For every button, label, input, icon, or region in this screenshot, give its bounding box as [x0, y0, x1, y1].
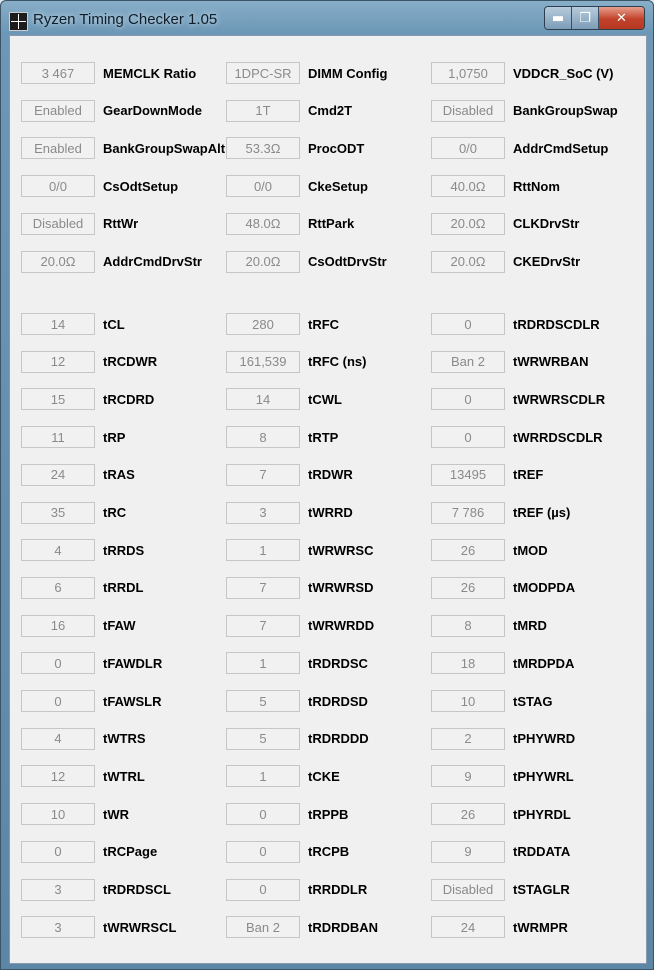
- csodtdrvstr-label: CsOdtDrvStr: [308, 254, 387, 269]
- geardownmode-label: GearDownMode: [103, 103, 202, 119]
- window-controls: [544, 6, 645, 30]
- field-dimm-config: [226, 62, 387, 84]
- trdrdscdlr-label: tRDRDSCDLR: [513, 316, 600, 332]
- bankgroupswapalt-label: BankGroupSwapAlt: [103, 140, 226, 156]
- ckesetup-label: CkeSetup: [308, 178, 368, 194]
- trppb-value[interactable]: 0: [226, 803, 300, 825]
- procodt-value[interactable]: 53.3Ω: [226, 137, 300, 159]
- trc-label: tRC: [103, 505, 127, 520]
- twtrs-value[interactable]: 4: [21, 728, 95, 750]
- twrwrdd-value[interactable]: 7: [226, 615, 300, 637]
- tphyrdl-label: tPHYRDL: [513, 806, 571, 822]
- field-tmodpda: [431, 577, 575, 599]
- tphywrd-value[interactable]: 2: [431, 728, 505, 750]
- csodtsetup-label: CsOdtSetup: [103, 178, 179, 194]
- trc-value[interactable]: 35: [21, 502, 95, 524]
- field-trfc-ns: [226, 351, 367, 373]
- tstag-label: tSTAG: [513, 693, 553, 709]
- tcke-value[interactable]: 1: [226, 765, 300, 787]
- field-twrwrsd: [226, 577, 373, 599]
- trddata-value[interactable]: 9: [431, 841, 505, 863]
- field-trcpb: [226, 841, 349, 863]
- trdrdscl-label: tRDRDSCL: [103, 882, 171, 897]
- title-bar[interactable]: [1, 1, 653, 35]
- tmrd-value[interactable]: 8: [431, 615, 505, 637]
- field-tstag: [431, 690, 552, 712]
- tcwl-label: tCWL: [308, 391, 342, 407]
- field-tcl: [21, 313, 125, 335]
- twrrd-value[interactable]: 3: [226, 502, 300, 524]
- trfc-value[interactable]: 280: [226, 313, 300, 335]
- trcdrd-value[interactable]: 15: [21, 388, 95, 410]
- field-trcpage: [21, 841, 157, 863]
- field-rttnom: [431, 175, 560, 197]
- tras-value[interactable]: 24: [21, 464, 95, 486]
- field-tphywrd: [431, 728, 575, 750]
- field-trdrdscdlr: [431, 313, 600, 335]
- field-trcdwr: [21, 351, 157, 373]
- trcdwr-value[interactable]: 12: [21, 351, 95, 373]
- memclk-ratio-value[interactable]: 3 467: [21, 62, 95, 84]
- field-clkdrvstr: [431, 213, 579, 235]
- trrdl-value[interactable]: 6: [21, 577, 95, 599]
- twrwrscdlr-value[interactable]: 0: [431, 388, 505, 410]
- bankgroupswap-label: BankGroupSwap: [513, 103, 618, 119]
- trrddlr-value[interactable]: 0: [226, 879, 300, 901]
- tref-s-value[interactable]: 7 786: [431, 502, 505, 524]
- field-trdrdsc: [226, 652, 368, 674]
- field-tref-s: [431, 502, 570, 524]
- ckedrvstr-label: CKEDrvStr: [513, 254, 581, 269]
- trrds-label: tRRDS: [103, 542, 145, 558]
- trddata-label: tRDDATA: [513, 844, 571, 860]
- trdrdsc-value[interactable]: 1: [226, 652, 300, 674]
- field-rttwr: [21, 213, 138, 235]
- rttpark-label: RttPark: [308, 216, 355, 232]
- field-tcwl: [226, 388, 342, 410]
- trcdrd-label: tRCDRD: [103, 391, 155, 407]
- field-trddata: [431, 841, 570, 863]
- trp-label: tRP: [103, 429, 126, 445]
- field-twrmpr: [431, 916, 568, 938]
- twr-label: tWR: [103, 806, 129, 822]
- trrdl-label: tRRDL: [103, 580, 144, 596]
- trfc-label: tRFC: [308, 316, 340, 332]
- field-tref: [431, 464, 543, 486]
- tcl-label: tCL: [103, 316, 125, 332]
- cmd2t-value[interactable]: 1T: [226, 100, 300, 122]
- field-tmrdpda: [431, 652, 574, 674]
- field-tmrd: [431, 615, 547, 637]
- tcwl-value[interactable]: 14: [226, 388, 300, 410]
- tmrdpda-label: tMRDPDA: [513, 655, 575, 671]
- clkdrvstr-label: CLKDrvStr: [513, 216, 580, 232]
- field-ckedrvstr: [431, 251, 580, 273]
- field-trdrddd: [226, 728, 369, 750]
- trdrdsd-label: tRDRDSD: [308, 693, 368, 709]
- field-addrcmddrvstr: [21, 251, 202, 273]
- rttpark-value[interactable]: 48.0Ω: [226, 213, 300, 235]
- tcke-label: tCKE: [308, 768, 340, 784]
- field-twrwrscl: [21, 916, 176, 938]
- field-tmod: [431, 539, 548, 561]
- dimm-config-value[interactable]: 1DPC-SR: [226, 62, 300, 84]
- trcdwr-label: tRCDWR: [103, 354, 158, 370]
- field-twtrs: [21, 728, 146, 750]
- trdwr-label: tRDWR: [308, 467, 353, 483]
- trdrdban-value[interactable]: Ban 2: [226, 916, 300, 938]
- trdrddd-label: tRDRDDD: [308, 731, 369, 747]
- twtrl-value[interactable]: 12: [21, 765, 95, 787]
- field-addrcmdsetup: [431, 137, 608, 159]
- twrwrscdlr-label: tWRWRSCDLR: [513, 391, 606, 407]
- tref-s-label: tREF (µs): [513, 505, 571, 520]
- twrmpr-label: tWRMPR: [513, 919, 568, 935]
- twrrdscdlr-value[interactable]: 0: [431, 426, 505, 448]
- ckedrvstr-value[interactable]: 20.0Ω: [431, 251, 505, 273]
- field-tfawslr: [21, 690, 162, 712]
- bankgroupswapalt-value[interactable]: Enabled: [21, 137, 95, 159]
- tras-label: tRAS: [103, 467, 135, 483]
- tmodpda-label: tMODPDA: [513, 580, 576, 596]
- procodt-label: ProcODT: [308, 140, 365, 156]
- tfawslr-label: tFAWSLR: [103, 693, 162, 709]
- tcl-value[interactable]: 14: [21, 313, 95, 335]
- trfc-ns-label: tRFC (ns): [308, 354, 367, 370]
- field-tcke: [226, 765, 340, 787]
- twrmpr-value[interactable]: 24: [431, 916, 505, 938]
- tphyrdl-value[interactable]: 26: [431, 803, 505, 825]
- tstaglr-value[interactable]: Disabled: [431, 879, 505, 901]
- close-button[interactable]: ✕: [599, 7, 644, 29]
- memclk-ratio-label: MEMCLK Ratio: [103, 65, 197, 81]
- field-bankgroupswapalt: [21, 137, 225, 159]
- rttnom-label: RttNom: [513, 178, 560, 194]
- field-trdrdsd: [226, 690, 368, 712]
- maximize-button[interactable]: ❐: [572, 7, 599, 29]
- twrrd-label: tWRRD: [308, 505, 353, 520]
- trcpage-value[interactable]: 0: [21, 841, 95, 863]
- field-twtrl: [21, 765, 145, 787]
- field-vddcr-soc-v: [431, 62, 613, 84]
- tphywrl-label: tPHYWRL: [513, 768, 574, 784]
- trppb-label: tRPPB: [308, 806, 349, 822]
- field-tras: [21, 464, 135, 486]
- field-trrddlr: [226, 879, 367, 901]
- trrddlr-label: tRRDDLR: [308, 882, 368, 897]
- tfawslr-value[interactable]: 0: [21, 690, 95, 712]
- tphywrd-label: tPHYWRD: [513, 731, 576, 747]
- field-tfaw: [21, 615, 136, 637]
- field-tstaglr: [431, 879, 570, 901]
- field-trrdl: [21, 577, 143, 599]
- tref-label: tREF: [513, 467, 544, 483]
- trp-value[interactable]: 11: [21, 426, 95, 448]
- trfc-ns-value[interactable]: 161,539: [226, 351, 300, 373]
- main-panel: [9, 35, 647, 964]
- twrrdscdlr-label: tWRRDSCDLR: [513, 429, 603, 445]
- trdrddd-value[interactable]: 5: [226, 728, 300, 750]
- trdrdscdlr-value[interactable]: 0: [431, 313, 505, 335]
- bankgroupswap-value[interactable]: Disabled: [431, 100, 505, 122]
- tmod-label: tMOD: [513, 542, 548, 558]
- trcpb-value[interactable]: 0: [226, 841, 300, 863]
- field-twrwrban: [431, 351, 589, 373]
- trtp-label: tRTP: [308, 429, 339, 445]
- addrcmdsetup-label: AddrCmdSetup: [513, 140, 609, 156]
- field-twrwrscdlr: [431, 388, 605, 410]
- tfawdlr-value[interactable]: 0: [21, 652, 95, 674]
- field-bankgroupswap: [431, 100, 618, 122]
- field-cmd2t: [226, 100, 352, 122]
- field-memclk-ratio: [21, 62, 196, 84]
- twrwrdd-label: tWRWRDD: [308, 618, 375, 634]
- vddcr-soc-v-value[interactable]: 1,0750: [431, 62, 505, 84]
- twrwrsd-value[interactable]: 7: [226, 577, 300, 599]
- tfaw-value[interactable]: 16: [21, 615, 95, 637]
- twrwrsd-label: tWRWRSD: [308, 580, 374, 596]
- trtp-value[interactable]: 8: [226, 426, 300, 448]
- field-twrrd: [226, 502, 353, 524]
- csodtdrvstr-value[interactable]: 20.0Ω: [226, 251, 300, 273]
- csodtsetup-value[interactable]: 0/0: [21, 175, 95, 197]
- vddcr-soc-v-label: VDDCR_SoC (V): [513, 65, 614, 81]
- trdwr-value[interactable]: 7: [226, 464, 300, 486]
- rttwr-value[interactable]: Disabled: [21, 213, 95, 235]
- field-twrwrdd: [226, 615, 374, 637]
- trdrdban-label: tRDRDBAN: [308, 919, 379, 935]
- field-trdwr: [226, 464, 353, 486]
- addrcmdsetup-value[interactable]: 0/0: [431, 137, 505, 159]
- trcpb-label: tRCPB: [308, 844, 350, 860]
- rttnom-value[interactable]: 40.0Ω: [431, 175, 505, 197]
- field-geardownmode: [21, 100, 202, 122]
- twrwrscl-label: tWRWRSCL: [103, 919, 177, 935]
- twtrs-label: tWTRS: [103, 731, 146, 747]
- field-trrds: [21, 539, 144, 561]
- tref-value[interactable]: 13495: [431, 464, 505, 486]
- ckesetup-value[interactable]: 0/0: [226, 175, 300, 197]
- field-csodtdrvstr: [226, 251, 387, 273]
- field-twrrdscdlr: [431, 426, 603, 448]
- field-trfc: [226, 313, 339, 335]
- field-trdrdban: [226, 916, 378, 938]
- twrwrscl-value[interactable]: 3: [21, 916, 95, 938]
- field-trc: [21, 502, 126, 524]
- clkdrvstr-value[interactable]: 20.0Ω: [431, 213, 505, 235]
- field-csodtsetup: [21, 175, 178, 197]
- twr-value[interactable]: 10: [21, 803, 95, 825]
- field-tfawdlr: [21, 652, 162, 674]
- addrcmddrvstr-label: AddrCmdDrvStr: [103, 254, 202, 269]
- tfaw-label: tFAW: [103, 618, 136, 634]
- trcpage-label: tRCPage: [103, 844, 158, 860]
- dimm-config-label: DIMM Config: [308, 65, 388, 81]
- field-ckesetup: [226, 175, 368, 197]
- tmrd-label: tMRD: [513, 618, 547, 634]
- field-tphyrdl: [431, 803, 571, 825]
- tstaglr-label: tSTAGLR: [513, 882, 570, 897]
- field-twr: [21, 803, 129, 825]
- field-trppb: [226, 803, 348, 825]
- minimize-button[interactable]: ▬: [545, 7, 572, 29]
- window-title: Ryzen Timing Checker 1.05: [33, 11, 218, 28]
- cmd2t-label: Cmd2T: [308, 103, 353, 119]
- field-trp: [21, 426, 125, 448]
- trdrdscl-value[interactable]: 3: [21, 879, 95, 901]
- field-tphywrl: [431, 765, 574, 787]
- field-rttpark: [226, 213, 354, 235]
- tphywrl-value[interactable]: 9: [431, 765, 505, 787]
- twrwrsc-value[interactable]: 1: [226, 539, 300, 561]
- tstag-value[interactable]: 10: [431, 690, 505, 712]
- trdrdsc-label: tRDRDSC: [308, 655, 368, 671]
- tmrdpda-value[interactable]: 18: [431, 652, 505, 674]
- tfawdlr-label: tFAWDLR: [103, 655, 163, 671]
- tmodpda-value[interactable]: 26: [431, 577, 505, 599]
- tmod-value[interactable]: 26: [431, 539, 505, 561]
- trrds-value[interactable]: 4: [21, 539, 95, 561]
- twtrl-label: tWTRL: [103, 768, 145, 784]
- geardownmode-value[interactable]: Enabled: [21, 100, 95, 122]
- addrcmddrvstr-value[interactable]: 20.0Ω: [21, 251, 95, 273]
- app-crosshair-icon: [9, 12, 28, 31]
- twrwrsc-label: tWRWRSC: [308, 542, 374, 558]
- field-procodt: [226, 137, 364, 159]
- field-twrwrsc: [226, 539, 373, 561]
- rttwr-label: RttWr: [103, 216, 139, 232]
- twrwrban-label: tWRWRBAN: [513, 354, 589, 370]
- trdrdsd-value[interactable]: 5: [226, 690, 300, 712]
- twrwrban-value[interactable]: Ban 2: [431, 351, 505, 373]
- field-trcdrd: [21, 388, 154, 410]
- field-trtp: [226, 426, 338, 448]
- field-trdrdscl: [21, 879, 171, 901]
